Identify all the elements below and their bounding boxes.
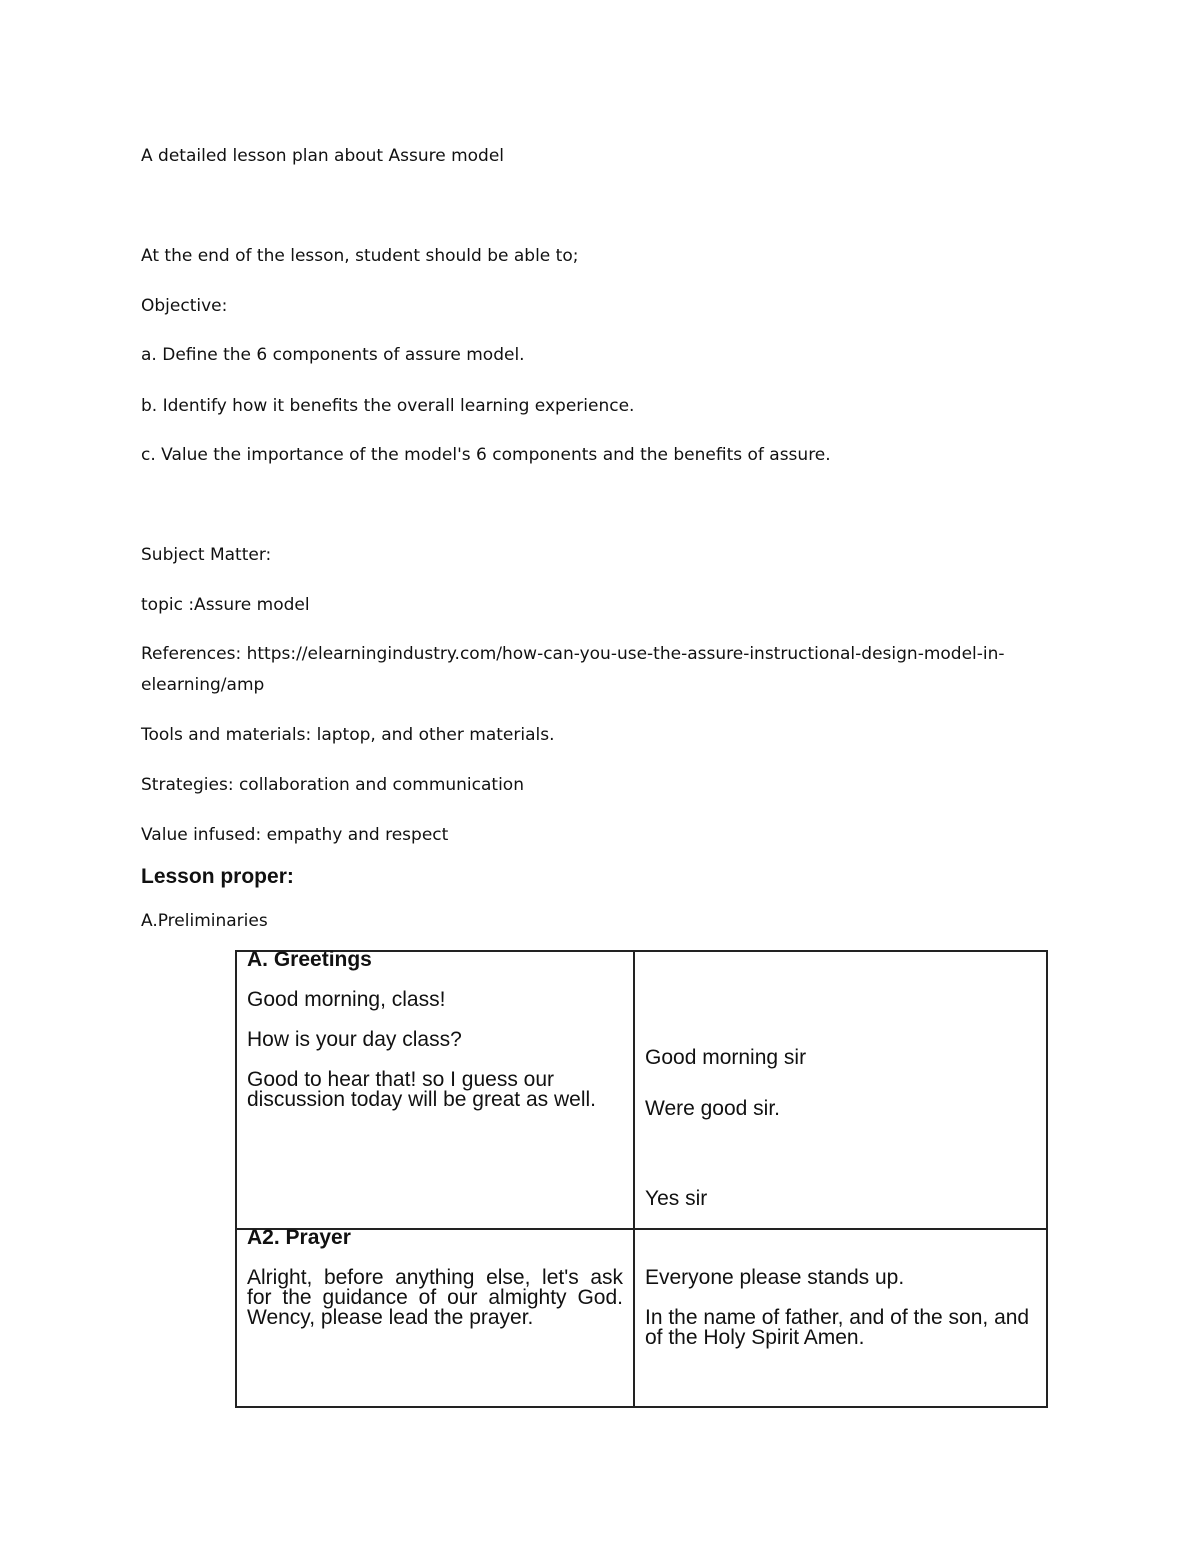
objective-item-a: a. Define the 6 components of assure model. (141, 345, 525, 365)
values-line: Value infused: empathy and respect (141, 825, 449, 845)
greetings-student-line: Good morning sir (645, 1046, 807, 1069)
greetings-students-cell (634, 951, 1047, 1229)
greetings-teacher-line: Good morning, class! (247, 988, 446, 1011)
greetings-teacher-line: How is your day class? (247, 1028, 462, 1051)
prayer-teacher-text: Alright, before anything else, let's ask for the guidance of our almighty God. Wency, please lead the prayer. (247, 1266, 623, 1329)
lesson-proper-heading: Lesson proper: (141, 865, 294, 888)
objective-item-c: c. Value the importance of the model's 6 components and the benefits of assure. (141, 445, 831, 465)
table-row-prayer (236, 1229, 1047, 1407)
preliminaries-label: A.Preliminaries (141, 911, 268, 931)
strategies-line: Strategies: collaboration and communication (141, 775, 524, 795)
lesson-table (235, 950, 1048, 1408)
tools-line: Tools and materials: laptop, and other materials. (141, 725, 555, 745)
greetings-student-line: Yes sir (645, 1187, 708, 1210)
prayer-student-line: Everyone please stands up. (645, 1266, 905, 1289)
intro-text: At the end of the lesson, student should be able to; (141, 246, 579, 266)
prayer-title: A2. Prayer (247, 1226, 351, 1249)
references-line: References: https://elearningindustry.com/how-can-you-use-the-assure-instructional-design-model-in-elearning/amp (141, 644, 1005, 695)
document-title: A detailed lesson plan about Assure model (141, 146, 505, 166)
prayer-student-line: In the name of father, and of the son, and of the Holy Spirit Amen. (645, 1306, 1030, 1349)
greetings-teacher-cell (236, 948, 634, 1229)
greetings-teacher-line: Good to hear that! so I guess our discussion today will be great as well. (247, 1068, 597, 1111)
prayer-teacher-cell (236, 1226, 634, 1407)
greetings-student-line: Were good sir. (645, 1097, 781, 1120)
objective-item-b: b. Identify how it benefits the overall learning experience. (141, 396, 635, 416)
table-row-greetings (236, 951, 1047, 1229)
subject-matter-label: Subject Matter: (141, 545, 272, 565)
objective-label: Objective: (141, 296, 228, 316)
prayer-students-cell (634, 1229, 1047, 1407)
topic-line: topic :Assure model (141, 595, 310, 615)
greetings-title: A. Greetings (247, 948, 372, 971)
